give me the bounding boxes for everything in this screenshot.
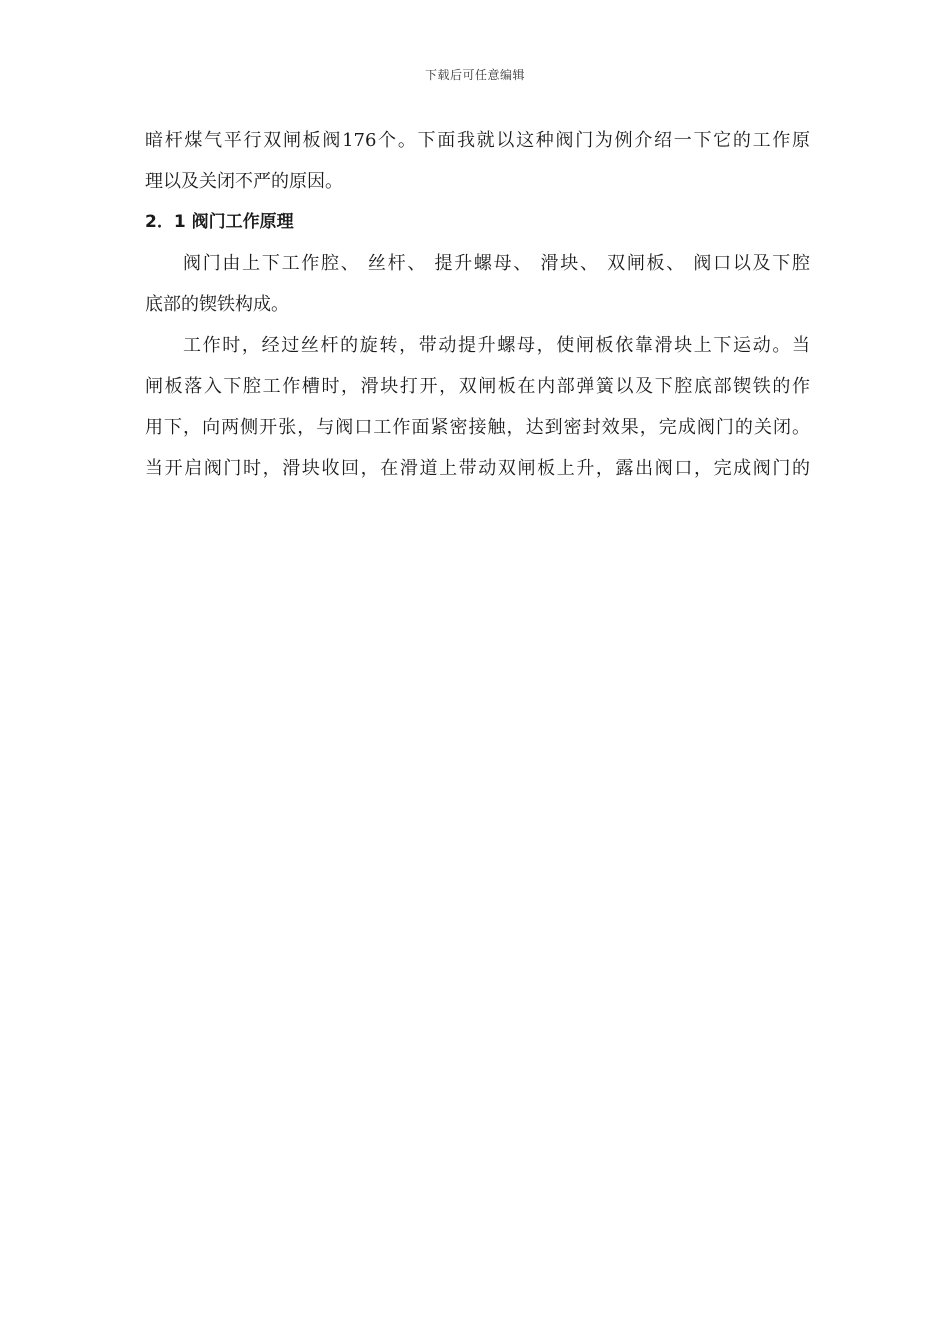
text-line: 闸板落入下腔工作槽时，滑块打开，双闸板在内部弹簧以及下腔底部锲铁的作 [145, 376, 810, 397]
document-body [145, 120, 810, 489]
section-heading: 2．1 阀门工作原理 [145, 212, 294, 232]
text-line: 用下，向两侧开张，与阀口工作面紧密接触，达到密封效果，完成阀门的关闭。 [145, 417, 810, 438]
paragraph-intro [145, 120, 810, 202]
text-line: 理以及关闭不严的原因。 [145, 171, 343, 192]
text-line: 工作时，经过丝杆的旋转，带动提升螺母，使闸板依靠滑块上下运动。当 [183, 335, 810, 356]
text-line: 底部的锲铁构成。 [145, 294, 289, 315]
text-line: 阀门由上下工作腔、 丝杆、 提升螺母、 滑块、 双闸板、 阀口以及下腔 [183, 253, 810, 274]
text-line: 暗杆煤气平行双闸板阀176个。下面我就以这种阀门为例介绍一下它的工作原 [145, 130, 810, 151]
text-line: 当开启阀门时，滑块收回，在滑道上带动双闸板上升，露出阀口，完成阀门的 [145, 458, 810, 479]
page-header: 下载后可任意编辑 [424, 68, 525, 82]
paragraph-working [145, 325, 810, 489]
paragraph-components [145, 243, 810, 325]
